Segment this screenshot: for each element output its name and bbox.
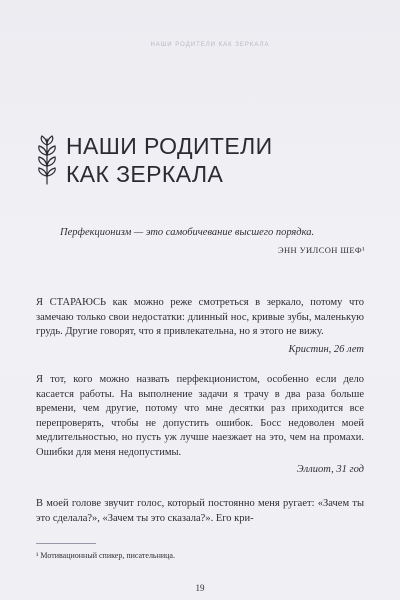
footnote: ¹ Мотивационный спикер, писательница. xyxy=(36,551,175,560)
quote-block xyxy=(36,373,364,478)
quote-signature: Кристин, 26 лет xyxy=(288,343,364,355)
quote-block xyxy=(36,497,364,526)
footnote-divider xyxy=(36,543,96,544)
quote-signature: Эллиот, 31 год xyxy=(296,464,364,475)
epigraph-text: Перфекционизм — это самобичевание высшего порядка. xyxy=(60,227,315,238)
chapter-title-line-2: КАК ЗЕРКАЛА xyxy=(66,161,224,187)
chapter-heading xyxy=(36,132,273,188)
quote-text: В моей голове звучит голос, который постоянно меня ругает: «Зачем ты это сделала?», «Зачем ты это сказала?». Его кри- xyxy=(36,498,364,524)
chapter-title xyxy=(66,132,273,188)
chapter-title-line-1: НАШИ РОДИТЕЛИ xyxy=(66,133,273,159)
quote-block xyxy=(36,296,364,357)
epigraph xyxy=(60,226,365,255)
epigraph-author: ЭНН УИЛСОН ШЕФ¹ xyxy=(277,244,365,255)
quote-text: Я тот, кого можно назвать перфекционистом, особенно если дело касается работы. На выполнение задачи я трачу в два раза больше времени, чем другие, потому что мне десятки раз приходится все перепроверять, чтобы не допустить ошибок. Босс недоволен моей медлительностью, но пусть уж лучше наезжает на это, чем на промахи. Ошибки для меня недопустимы. xyxy=(36,374,364,458)
leaf-branch-icon xyxy=(36,135,58,185)
running-head-bleed: НАШИ РОДИТЕЛИ КАК ЗЕРКАЛА xyxy=(150,42,270,48)
quote-text: Я СТАРАЮСЬ как можно реже смотреться в зеркало, потому что замечаю только свои недостатки: длинный нос, кривые зубы, маленькую грудь. Другие говорят, что я привлекательна, но я этого не вижу. xyxy=(36,297,364,337)
page-number: 19 xyxy=(195,583,205,593)
